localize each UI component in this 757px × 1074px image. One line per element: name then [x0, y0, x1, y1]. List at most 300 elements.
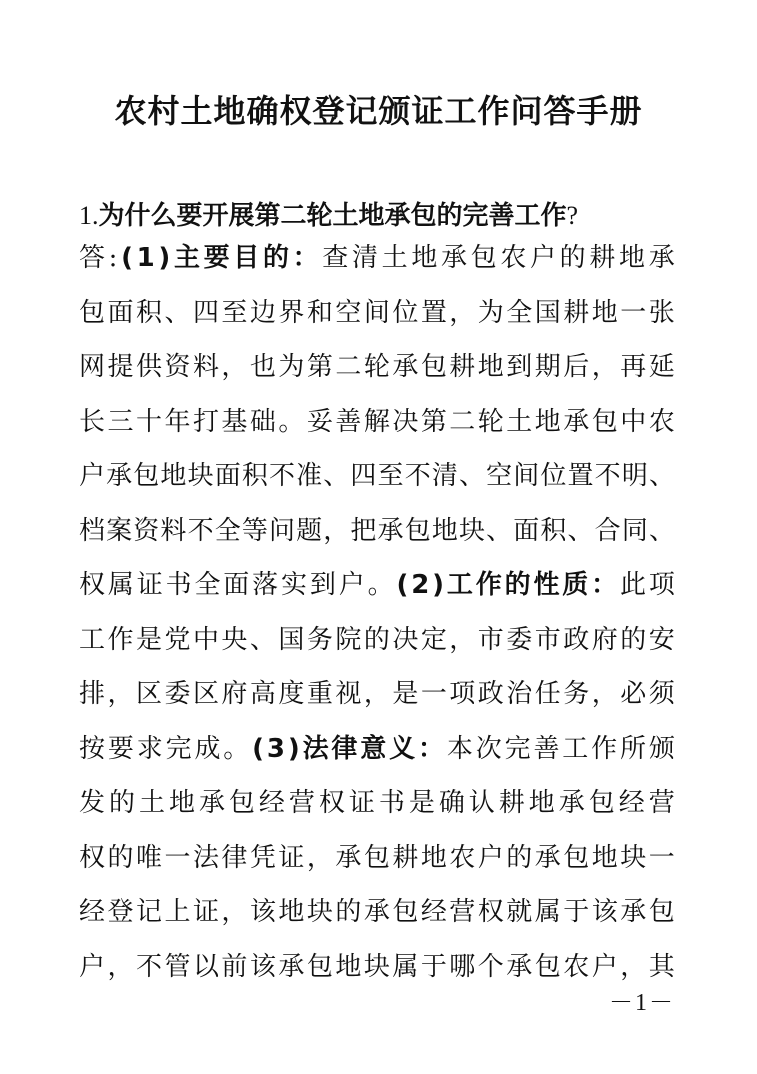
answer-char: 本 — [446, 733, 473, 764]
answer-line — [79, 783, 675, 823]
answer-char: ， — [449, 624, 476, 655]
answer-char: 地 — [335, 951, 362, 982]
answer-char: 料 — [192, 352, 219, 382]
answer-char: 国 — [278, 624, 305, 655]
answer-char: 、 — [458, 461, 485, 491]
answer-char: 记 — [135, 897, 162, 927]
answer-char: 上 — [164, 897, 191, 927]
answer-char: 农 — [648, 406, 675, 437]
answer-char: 承 — [377, 515, 404, 546]
answer-char: 资 — [164, 352, 191, 382]
answer-char: 块 — [306, 897, 333, 927]
answer-char: 务 — [306, 624, 333, 655]
answer-char: 清 — [351, 243, 378, 273]
answer-char: 权 — [79, 570, 106, 600]
answer-char: 准 — [296, 461, 323, 491]
answer-char: ， — [591, 679, 618, 709]
question-mark: ? — [566, 201, 579, 230]
answer-char: 至 — [377, 461, 404, 491]
answer-char: 耕 — [589, 243, 616, 273]
answer-char: 解 — [363, 406, 390, 437]
answer-char: 为 — [278, 352, 305, 382]
answer-char: 延 — [648, 352, 675, 382]
answer-char: 包 — [420, 352, 447, 382]
answer-char: 等 — [241, 515, 268, 546]
answer-char: 该 — [249, 951, 276, 982]
answer-char: 合 — [594, 515, 621, 546]
answer-char: 证 — [136, 570, 163, 600]
answer-char: 经 — [420, 897, 447, 927]
answer-char: 市 — [477, 624, 504, 655]
answer-char: 承 — [278, 951, 305, 982]
answer-char: 不 — [594, 461, 621, 491]
answer-char: 发 — [79, 788, 106, 818]
answer-char: 善 — [335, 406, 362, 437]
answer-char: 的 — [620, 624, 647, 655]
answer-char: 积 — [540, 515, 567, 546]
answer-char: 求 — [136, 733, 163, 764]
answer-line — [79, 238, 675, 278]
answer-char: 经 — [618, 788, 645, 818]
answer-char: 委 — [506, 624, 533, 655]
answer-char: 面 — [107, 297, 134, 328]
answer-char: 础 — [249, 406, 276, 437]
answer-char: 户 — [79, 461, 106, 491]
answer-char: 的 — [108, 788, 135, 818]
answer-char: 土 — [381, 243, 408, 273]
answer-char: 营 — [449, 897, 476, 927]
page-number: －1－ — [609, 990, 675, 1016]
answer-char: 耕 — [392, 842, 419, 873]
answer-bold-char: ： — [591, 570, 618, 600]
answer-char: 一 — [164, 842, 191, 873]
answer-char: 题 — [296, 515, 323, 546]
answer-char: 、 — [567, 515, 594, 546]
answer-char: 按 — [79, 733, 106, 764]
answer-bold-char: ： — [292, 243, 319, 273]
answer-char: 包 — [470, 243, 497, 273]
answer-bold-char: 2 — [411, 570, 430, 600]
answer-char: 料 — [160, 515, 187, 546]
answer-char: 颁 — [648, 733, 675, 764]
answer-char: 地 — [160, 461, 187, 491]
answer-bold-char: ) — [158, 243, 171, 273]
answer-line — [79, 456, 675, 496]
answer-line — [79, 293, 675, 333]
answer-char: 、 — [648, 515, 675, 546]
answer-bold-char: 目 — [233, 243, 260, 273]
answer-char: 包 — [534, 951, 561, 982]
answer-char: 包 — [133, 461, 160, 491]
answer-char: 书 — [165, 570, 192, 600]
answer-char: 就 — [506, 897, 533, 927]
answer-char: 年 — [164, 406, 191, 437]
answer-char: 哪 — [449, 951, 476, 982]
answer-char: 地 — [477, 352, 504, 382]
answer-char: 包 — [588, 788, 615, 818]
answer-char: 决 — [392, 406, 419, 437]
answer-char: 清 — [431, 461, 458, 491]
answer-char: 十 — [135, 406, 162, 437]
answer-char: 权 — [477, 897, 504, 927]
answer-char: 二 — [449, 406, 476, 437]
answer-char: 承 — [506, 951, 533, 982]
answer-char: 包 — [228, 788, 255, 818]
answer-char: ， — [107, 679, 134, 709]
answer-char: 地 — [591, 842, 618, 873]
answer-char: 是 — [392, 679, 419, 709]
answer-char: 再 — [620, 352, 647, 382]
answer-char: 营 — [648, 788, 675, 818]
answer-char: 三 — [107, 406, 134, 437]
answer-char: 高 — [249, 679, 276, 709]
answer-char: 经 — [258, 788, 285, 818]
answer-char: 查 — [322, 243, 349, 273]
answer-char: 打 — [192, 406, 219, 437]
answer-char: 于 — [563, 897, 590, 927]
answer-bold-char: 意 — [360, 733, 387, 764]
answer-char: 面 — [214, 461, 241, 491]
answer-char: 块 — [363, 951, 390, 982]
answer-char: 务 — [563, 679, 590, 709]
answer-line — [79, 402, 675, 442]
answer-char: 权 — [79, 842, 106, 873]
answer-char: 积 — [241, 461, 268, 491]
answer-char: 项 — [648, 570, 675, 600]
answer-char: 安 — [648, 624, 675, 655]
answer-char: 党 — [164, 624, 191, 655]
answer-char: 项 — [449, 679, 476, 709]
answer-char: 耕 — [449, 352, 476, 382]
answer-char: 块 — [187, 461, 214, 491]
answer-char: 管 — [164, 951, 191, 982]
answer-char: 工 — [79, 624, 106, 655]
answer-char: 位 — [540, 461, 567, 491]
answer-char: 承 — [648, 243, 675, 273]
answer-char: 空 — [335, 297, 362, 328]
answer-char: 院 — [335, 624, 362, 655]
answer-char: 地 — [528, 788, 555, 818]
answer-char: 置 — [420, 297, 447, 328]
answer-char: 网 — [79, 352, 106, 382]
answer-char: 要 — [107, 733, 134, 764]
answer-char: 地 — [168, 788, 195, 818]
answer-char: 位 — [392, 297, 419, 328]
answer-char: 唯 — [135, 842, 162, 873]
answer-char: 不 — [268, 461, 295, 491]
answer-char: 基 — [221, 406, 248, 437]
answer-bold-char: 作 — [475, 570, 502, 600]
answer-char: 个 — [477, 951, 504, 982]
answer-char: ， — [107, 951, 134, 982]
answer-char: 和 — [306, 297, 333, 328]
answer-line — [79, 838, 675, 878]
answer-char: 落 — [252, 570, 279, 600]
answer-char: 承 — [363, 897, 390, 927]
answer-char: 一 — [648, 842, 675, 873]
answer-char: 承 — [534, 842, 561, 873]
answer-char: 地 — [591, 297, 618, 328]
answer-char: 度 — [278, 679, 305, 709]
question-number: 1. — [79, 201, 99, 230]
answer-char: 。 — [223, 733, 250, 764]
answer-char: 属 — [534, 897, 561, 927]
answer-char: 农 — [449, 842, 476, 873]
answer-bold-char: 律 — [331, 733, 358, 764]
answer-bold-char: 义 — [389, 733, 416, 764]
answer-char: 明 — [621, 461, 648, 491]
answer-char: 实 — [281, 570, 308, 600]
answer-char: 作 — [107, 624, 134, 655]
answer-char: 档 — [79, 515, 106, 546]
answer-char: 的 — [363, 624, 390, 655]
answer-char: 界 — [278, 297, 305, 328]
answer-char: 地 — [619, 243, 646, 273]
answer-char: 积 — [135, 297, 162, 328]
answer-char: 市 — [534, 624, 561, 655]
answer-char: 是 — [135, 624, 162, 655]
answer-char: 一 — [420, 679, 447, 709]
answer-char: 证 — [348, 788, 375, 818]
answer-char: 面 — [513, 515, 540, 546]
answer-char: 工 — [562, 733, 589, 764]
answer-char: 承 — [558, 788, 585, 818]
answer-char: 不 — [404, 461, 431, 491]
answer-line — [79, 729, 675, 769]
answer-char: 承 — [106, 461, 133, 491]
answer-char: 承 — [335, 842, 362, 873]
answer-char: 供 — [135, 352, 162, 382]
answer-char: 确 — [438, 788, 465, 818]
answer-char: 土 — [506, 406, 533, 437]
answer-char: 不 — [187, 515, 214, 546]
answer-bold-char: 要 — [203, 243, 230, 273]
answer-bold-char: 工 — [446, 570, 473, 600]
answer-char: 空 — [486, 461, 513, 491]
answer-char: 经 — [79, 897, 106, 927]
answer-char: 区 — [135, 679, 162, 709]
answer-char: 户 — [79, 951, 106, 982]
answer-char: 完 — [165, 733, 192, 764]
answer-char: 包 — [591, 406, 618, 437]
answer-char: 地 — [420, 842, 447, 873]
answer-char: 权 — [318, 788, 345, 818]
answer-char: 地 — [431, 515, 458, 546]
answer-char: 、 — [486, 515, 513, 546]
answer-char: 提 — [107, 352, 134, 382]
answer-char: 农 — [563, 951, 590, 982]
answer-char: 所 — [620, 733, 647, 764]
answer-char: 边 — [249, 297, 276, 328]
answer-char: 必 — [620, 679, 647, 709]
answer-char: 地 — [411, 243, 438, 273]
answer-char: ， — [363, 679, 390, 709]
answer-char: 到 — [506, 352, 533, 382]
answer-char: 案 — [106, 515, 133, 546]
answer-char: 法 — [192, 842, 219, 873]
answer-char: 承 — [563, 406, 590, 437]
answer-char: 营 — [288, 788, 315, 818]
answer-char: 中 — [192, 624, 219, 655]
answer-char: ， — [620, 951, 647, 982]
answer-char: 治 — [506, 679, 533, 709]
answer-char: 面 — [223, 570, 250, 600]
answer-char: 间 — [363, 297, 390, 328]
answer-char: 府 — [221, 679, 248, 709]
answer-char: ， — [323, 515, 350, 546]
answer-char: 承 — [440, 243, 467, 273]
answer-char: 间 — [513, 461, 540, 491]
answer-char: 置 — [567, 461, 594, 491]
answer-char: 到 — [309, 570, 336, 600]
answer-char: 承 — [198, 788, 225, 818]
answer-char: 包 — [563, 842, 590, 873]
answer-char: 承 — [620, 897, 647, 927]
answer-char: 至 — [221, 297, 248, 328]
answer-char: 认 — [468, 788, 495, 818]
answer-char: 作 — [591, 733, 618, 764]
answer-char: 须 — [648, 679, 675, 709]
answer-bold-char: 1 — [136, 243, 155, 273]
answer-char: 该 — [591, 897, 618, 927]
answer-char: 户 — [530, 243, 557, 273]
answer-char: 四 — [350, 461, 377, 491]
answer-char: 资 — [133, 515, 160, 546]
answer-char: 包 — [306, 951, 333, 982]
answer-char: 不 — [135, 951, 162, 982]
answer-char: 中 — [620, 406, 647, 437]
answer-char: 前 — [221, 951, 248, 982]
answer-char: 包 — [404, 515, 431, 546]
answer-bold-char: 3 — [266, 733, 285, 764]
question-text: 为什么要开展第二轮土地承包的完善工作 — [98, 201, 567, 231]
answer-char: 。 — [367, 570, 394, 600]
answer-char: ， — [306, 842, 333, 873]
answer-char: 为 — [477, 297, 504, 328]
answer-char: 属 — [107, 570, 134, 600]
answer-char: ， — [221, 897, 248, 927]
answer-char: 户 — [338, 570, 365, 600]
answer-bold-char: 质 — [562, 570, 589, 600]
answer-bold-char: ( — [252, 733, 265, 764]
answer-bold-char: 的 — [504, 570, 531, 600]
answer-char: 是 — [408, 788, 435, 818]
answer-char: 同 — [621, 515, 648, 546]
answer-char: 土 — [138, 788, 165, 818]
answer-char: 的 — [335, 897, 362, 927]
answer-char: ， — [449, 297, 476, 328]
answer-char: 全 — [194, 570, 221, 600]
answer-char: 的 — [107, 842, 134, 873]
answer-char: 其 — [648, 951, 675, 982]
answer-char: 府 — [591, 624, 618, 655]
answer-char: 此 — [620, 570, 647, 600]
answer-char: 以 — [192, 951, 219, 982]
answer-bold-char: 主 — [173, 243, 200, 273]
answer-char: 轮 — [477, 406, 504, 437]
answer-char: 块 — [620, 842, 647, 873]
answer-char: 委 — [164, 679, 191, 709]
answer-line — [79, 892, 675, 932]
answer-char: 、 — [323, 461, 350, 491]
answer-char: 、 — [648, 461, 675, 491]
answer-char: 、 — [164, 297, 191, 328]
answer-char: 政 — [477, 679, 504, 709]
answer-char: 二 — [335, 352, 362, 382]
answer-char: 完 — [504, 733, 531, 764]
answer-char: 的 — [506, 842, 533, 873]
answer-char: 属 — [392, 951, 419, 982]
answer-char: 律 — [221, 842, 248, 873]
answer-char: 该 — [249, 897, 276, 927]
answer-char: 次 — [475, 733, 502, 764]
answer-char: 区 — [192, 679, 219, 709]
answer-char: 承 — [392, 352, 419, 382]
answer-char: 块 — [458, 515, 485, 546]
answer-char: 地 — [534, 406, 561, 437]
answer-char: 视 — [335, 679, 362, 709]
answer-char: 一 — [620, 297, 647, 328]
answer-char: 也 — [249, 352, 276, 382]
answer-char: 长 — [79, 406, 106, 437]
answer-char: 户 — [591, 951, 618, 982]
answer-char: 全 — [214, 515, 241, 546]
answer-line — [79, 565, 675, 605]
answer-char: 包 — [79, 297, 106, 328]
answer-char: 排 — [79, 679, 106, 709]
answer-char: 第 — [306, 352, 333, 382]
answer-char: 妥 — [306, 406, 333, 437]
answer-char: 包 — [392, 897, 419, 927]
document-title: 农村土地确权登记颁证工作问答手册 — [114, 92, 643, 130]
answer-line — [79, 347, 675, 387]
answer-char: 凭 — [249, 842, 276, 873]
answer-char: : — [108, 243, 118, 273]
answer-char: 证 — [192, 897, 219, 927]
answer-char: 地 — [278, 897, 305, 927]
answer-char: 包 — [363, 842, 390, 873]
answer-char: 决 — [392, 624, 419, 655]
answer-char: 耕 — [563, 297, 590, 328]
answer-bold-char: ( — [396, 570, 409, 600]
answer-char: 任 — [534, 679, 561, 709]
answer-char: 张 — [648, 297, 675, 328]
answer-char: 、 — [249, 624, 276, 655]
answer-char: 政 — [563, 624, 590, 655]
answer-char: 国 — [534, 297, 561, 328]
answer-char: 四 — [192, 297, 219, 328]
answer-bold-char: 的 — [262, 243, 289, 273]
answer-char: 央 — [221, 624, 248, 655]
answer-char: 的 — [559, 243, 586, 273]
answer-bold-char: ) — [432, 570, 445, 600]
answer-char: 答 — [79, 243, 106, 273]
answer-char: 把 — [350, 515, 377, 546]
answer-char: 后 — [563, 352, 590, 382]
answer-char: ， — [221, 352, 248, 382]
answer-line — [79, 947, 675, 987]
answer-char: 轮 — [363, 352, 390, 382]
answer-bold-char: 法 — [302, 733, 329, 764]
answer-char: 证 — [278, 842, 305, 873]
answer-char: 于 — [420, 951, 447, 982]
answer-bold-char: ： — [418, 733, 445, 764]
question-heading — [79, 196, 578, 236]
answer-char: 期 — [534, 352, 561, 382]
answer-char: 书 — [378, 788, 405, 818]
answer-bold-char: ( — [121, 243, 133, 273]
answer-char: 重 — [306, 679, 333, 709]
